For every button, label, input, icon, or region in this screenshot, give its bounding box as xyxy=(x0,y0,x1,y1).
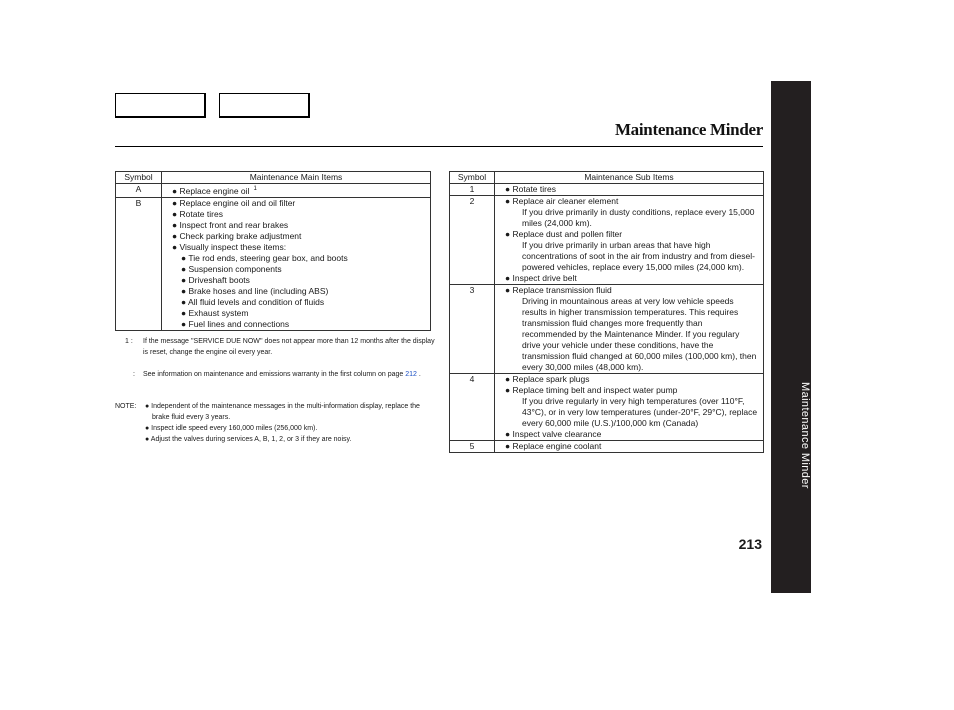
main-table-item-text: ● Check parking brake adjustment xyxy=(172,230,302,241)
sub-table-item-text: ● Inspect valve clearance xyxy=(505,429,602,439)
main-table-item xyxy=(166,286,426,297)
sub-table-item-note xyxy=(499,296,759,373)
main-table-item-text: ● Suspension components xyxy=(181,263,282,274)
sub-table-items-cell xyxy=(495,184,764,196)
main-table-symbol: B xyxy=(116,197,162,330)
sub-table-row xyxy=(450,196,764,285)
footnote-suffix: . xyxy=(416,371,421,378)
sub-table-row xyxy=(450,184,764,196)
note-item: ● Adjust the valves during services A, B, 1, 2, or 3 if they are noisy. xyxy=(145,436,352,443)
sub-table-item-text: If you drive primarily in dusty conditions, replace every 15,000 miles (24,000 km). xyxy=(522,207,755,228)
side-tab[interactable] xyxy=(771,81,811,593)
sub-table-symbol: 3 xyxy=(450,285,495,374)
page-number: 213 xyxy=(738,536,762,552)
main-table-symbol: A xyxy=(116,184,162,198)
sub-table-items-cell xyxy=(495,374,764,441)
sub-table-item-text: ● Inspect drive belt xyxy=(505,273,577,283)
main-table-item xyxy=(166,319,426,330)
main-table-item xyxy=(166,264,426,275)
footnote-2 xyxy=(115,369,435,380)
main-table-item-text: ● Fuel lines and connections xyxy=(181,318,290,329)
sub-table-item-text: ● Replace air cleaner element xyxy=(505,196,619,206)
sub-table-item-text: ● Replace timing belt and inspect water pump xyxy=(505,385,678,395)
sub-table-symbol: 4 xyxy=(450,374,495,441)
side-tab-label: Maintenance Minder xyxy=(799,381,811,489)
main-table-item-text: ● Exhaust system xyxy=(181,307,249,318)
nav-button-next[interactable] xyxy=(219,93,310,118)
sub-table-item xyxy=(499,441,759,452)
sub-table-item xyxy=(499,374,759,385)
sub-table-item-note xyxy=(499,240,759,273)
main-table-item-text: ● Visually inspect these items: xyxy=(172,241,287,252)
sub-table-item-text: ● Rotate tires xyxy=(505,184,556,194)
footnote-mark: : xyxy=(133,371,135,378)
main-table-item xyxy=(166,231,426,242)
main-table-item-text: ● Replace engine oil xyxy=(172,185,250,196)
main-table-items-cell xyxy=(162,197,431,330)
main-table-item xyxy=(166,209,426,220)
sub-table-items-cell xyxy=(495,196,764,285)
main-table-item xyxy=(166,308,426,319)
main-table-item xyxy=(166,184,426,197)
title-rule xyxy=(115,146,763,147)
note-block xyxy=(115,401,435,445)
main-table-item xyxy=(166,198,426,209)
sub-table-item xyxy=(499,273,759,284)
sub-table-item xyxy=(499,385,759,396)
sub-table-row xyxy=(450,441,764,453)
sub-table-symbol-header: Symbol xyxy=(450,172,495,184)
sub-table-item-text: Driving in mountainous areas at very low vehicle speeds results in higher transmission temperatures. This requires transmission fluid changes more frequently than recommended by the Maintenance Minder. If you regulary drive your vehicle under these conditions, have the transmission fluid changed at 60,000 miles (100,000 km), then every 30,000 miles (48,000 km). xyxy=(522,296,757,372)
main-table-item xyxy=(166,297,426,308)
main-table-items-header: Maintenance Main Items xyxy=(162,172,431,184)
sub-items-table xyxy=(449,171,764,453)
sub-table-symbol: 5 xyxy=(450,441,495,453)
footnote-mark: 1 : xyxy=(125,338,133,345)
main-table-items-cell xyxy=(162,184,431,198)
footnote-text: See information on maintenance and emissions warranty in the first column on page xyxy=(143,371,406,378)
main-table-item-text: ● Inspect front and rear brakes xyxy=(172,219,289,230)
sub-table-item xyxy=(499,229,759,240)
sub-table-item-note xyxy=(499,207,759,229)
sub-table-row xyxy=(450,285,764,374)
sub-table-item xyxy=(499,196,759,207)
sub-table-item-text: ● Replace dust and pollen filter xyxy=(505,229,623,239)
note-label: NOTE: xyxy=(115,403,137,410)
footnote-1 xyxy=(115,336,435,358)
main-table-item-text: ● All fluid levels and condition of fluids xyxy=(181,296,325,307)
main-table-symbol-header: Symbol xyxy=(116,172,162,184)
main-table-item-text: ● Driveshaft boots xyxy=(181,274,250,285)
sub-table-item xyxy=(499,285,759,296)
sub-table-items-cell xyxy=(495,285,764,374)
sub-table-items-header: Maintenance Sub Items xyxy=(495,172,764,184)
main-table-row xyxy=(116,197,431,330)
note-item: ● Inspect idle speed every 160,000 miles (256,000 km). xyxy=(145,425,318,432)
sub-table-symbol: 1 xyxy=(450,184,495,196)
sub-table-row xyxy=(450,374,764,441)
main-table-item-text: ● Brake hoses and line (including ABS) xyxy=(181,285,329,296)
main-table-row xyxy=(116,184,431,198)
sub-table-symbol: 2 xyxy=(450,196,495,285)
sub-table-item-text: ● Replace transmission fluid xyxy=(505,285,612,295)
main-table-item xyxy=(166,242,426,253)
sub-table-item xyxy=(499,429,759,440)
main-table-item xyxy=(166,253,426,264)
sub-table-item-text: If you drive regularly in very high temperatures (over 110°F, 43°C), or in very low temperatures (under-20°F, 29°C), replace every 60,000 mile (U.S.)/100,000 km (Canada) xyxy=(522,396,758,428)
sub-table-item-text: ● Replace spark plugs xyxy=(505,374,590,384)
sub-table-item-text: ● Replace engine coolant xyxy=(505,441,602,451)
sub-table-item-text: If you drive primarily in urban areas that have high concentrations of soot in the air from industry and from diesel-powered vehicles, replace every 15,000 miles (24,000 km). xyxy=(522,240,755,272)
main-table-item xyxy=(166,220,426,231)
footnote-marker: 1 xyxy=(253,186,257,192)
nav-button-previous[interactable] xyxy=(115,93,206,118)
main-table-item-text: ● Tie rod ends, steering gear box, and boots xyxy=(181,252,348,263)
sub-table-item-note xyxy=(499,396,759,429)
sub-table-item xyxy=(499,184,759,195)
main-table-item xyxy=(166,275,426,286)
sub-table-items-cell xyxy=(495,441,764,453)
page-title: Maintenance Minder xyxy=(614,120,763,139)
main-items-table xyxy=(115,171,431,331)
main-table-item-text: ● Replace engine oil and oil filter xyxy=(172,197,296,208)
footnote-text: If the message ''SERVICE DUE NOW'' does not appear more than 12 months after the display is reset, change the engine oil every year. xyxy=(143,338,435,356)
page-link[interactable]: 212 xyxy=(405,371,417,378)
main-table-item-text: ● Rotate tires xyxy=(172,208,223,219)
note-item: ● Independent of the maintenance messages in the multi-information display, replace the brake fluid every 3 years. xyxy=(145,403,420,421)
